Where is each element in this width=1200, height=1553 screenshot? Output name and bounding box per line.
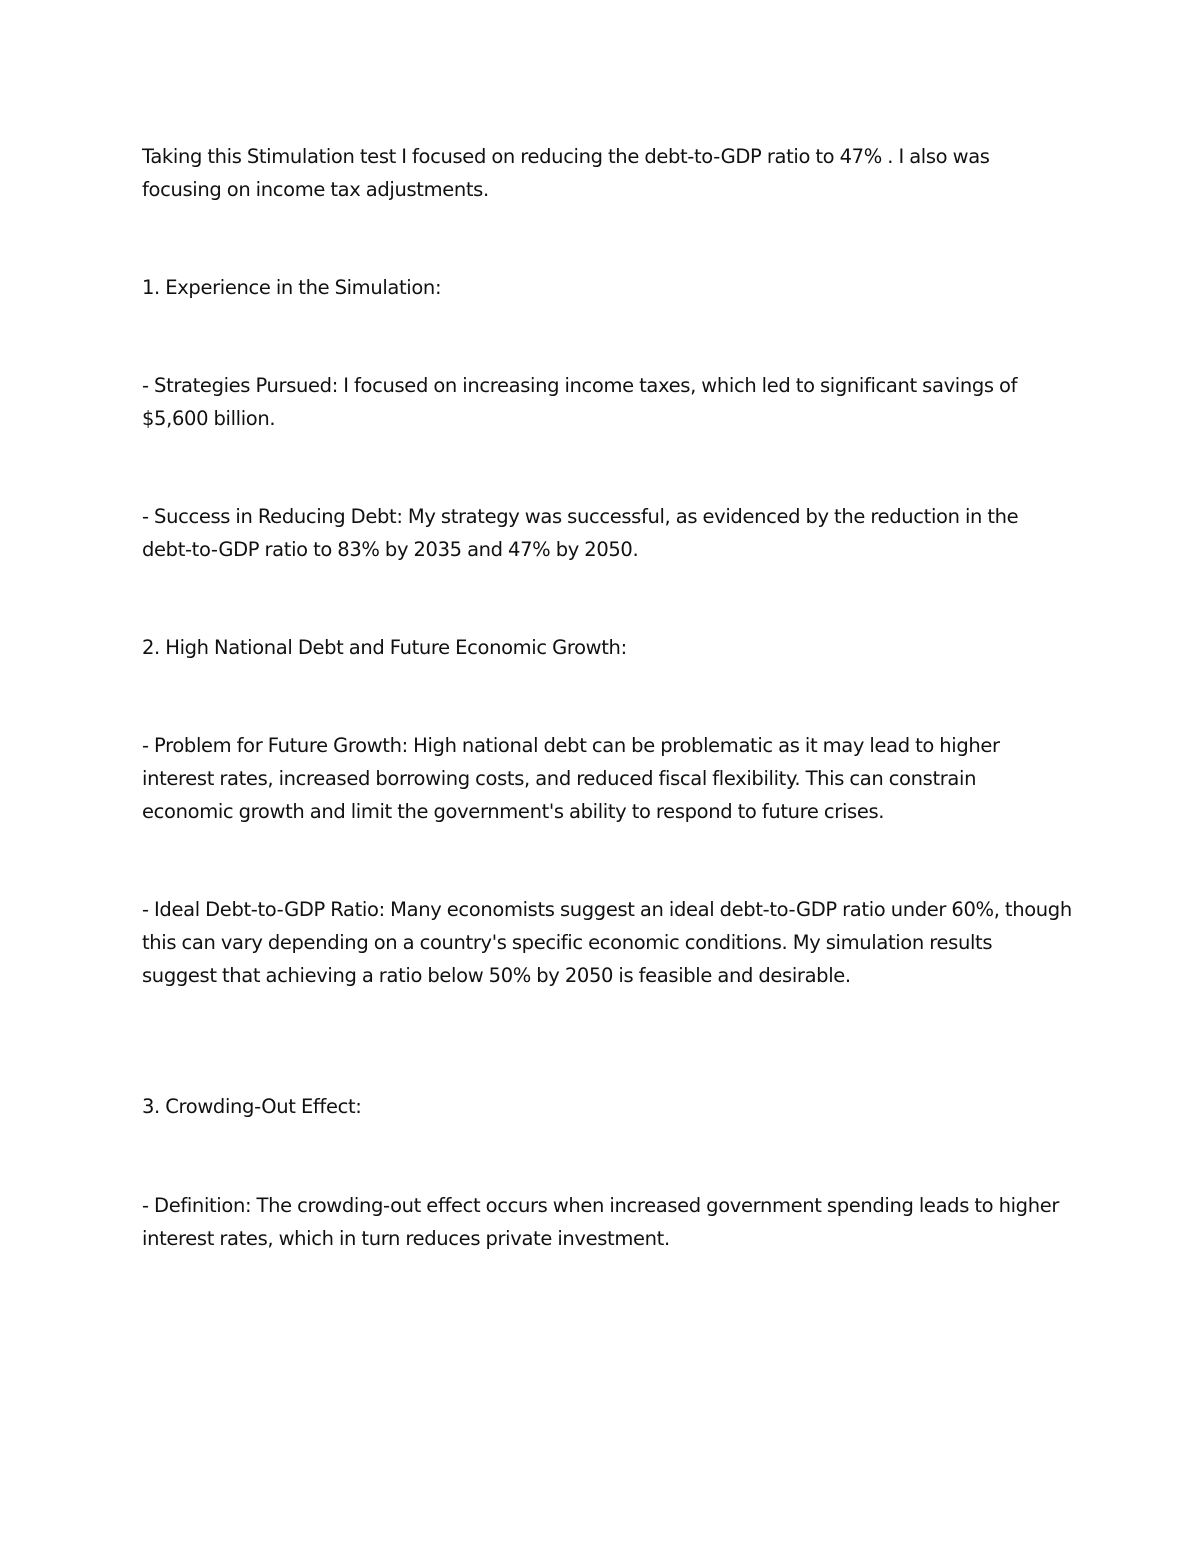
- section-heading-experience: 1. Experience in the Simulation:: [142, 276, 442, 299]
- bullet-definition: - Definition: The crowding-out effect occurs when increased government spending leads to higher interest rates, which in turn reduces private investment.: [142, 1194, 1060, 1250]
- bullet-ideal-ratio: - Ideal Debt-to-GDP Ratio: Many economists suggest an ideal debt-to-GDP ratio under 60%, though this can vary depending on a country's specific economic conditions. My simulation results suggest that achieving a ratio below 50% by 2050 is feasible and desirable.: [142, 898, 1072, 987]
- section-heading-crowding-out: 3. Crowding-Out Effect:: [142, 1095, 362, 1118]
- bullet-success-reducing-debt: - Success in Reducing Debt: My strategy was successful, as evidenced by the reduction in the debt-to-GDP ratio to 83% by 2035 and 47% by 2050.: [142, 505, 1019, 561]
- intro-paragraph: Taking this Stimulation test I focused on reducing the debt-to-GDP ratio to 47% . I also was focusing on income tax adjustments.: [142, 145, 990, 201]
- bullet-strategies-pursued: - Strategies Pursued: I focused on increasing income taxes, which led to significant savings of $5,600 billion.: [142, 374, 1018, 430]
- section-heading-national-debt: 2. High National Debt and Future Economic Growth:: [142, 636, 627, 659]
- bullet-problem-future-growth: - Problem for Future Growth: High national debt can be problematic as it may lead to higher interest rates, increased borrowing costs, and reduced fiscal flexibility. This can constrain economic growth and limit the government's ability to respond to future crises.: [142, 734, 1000, 823]
